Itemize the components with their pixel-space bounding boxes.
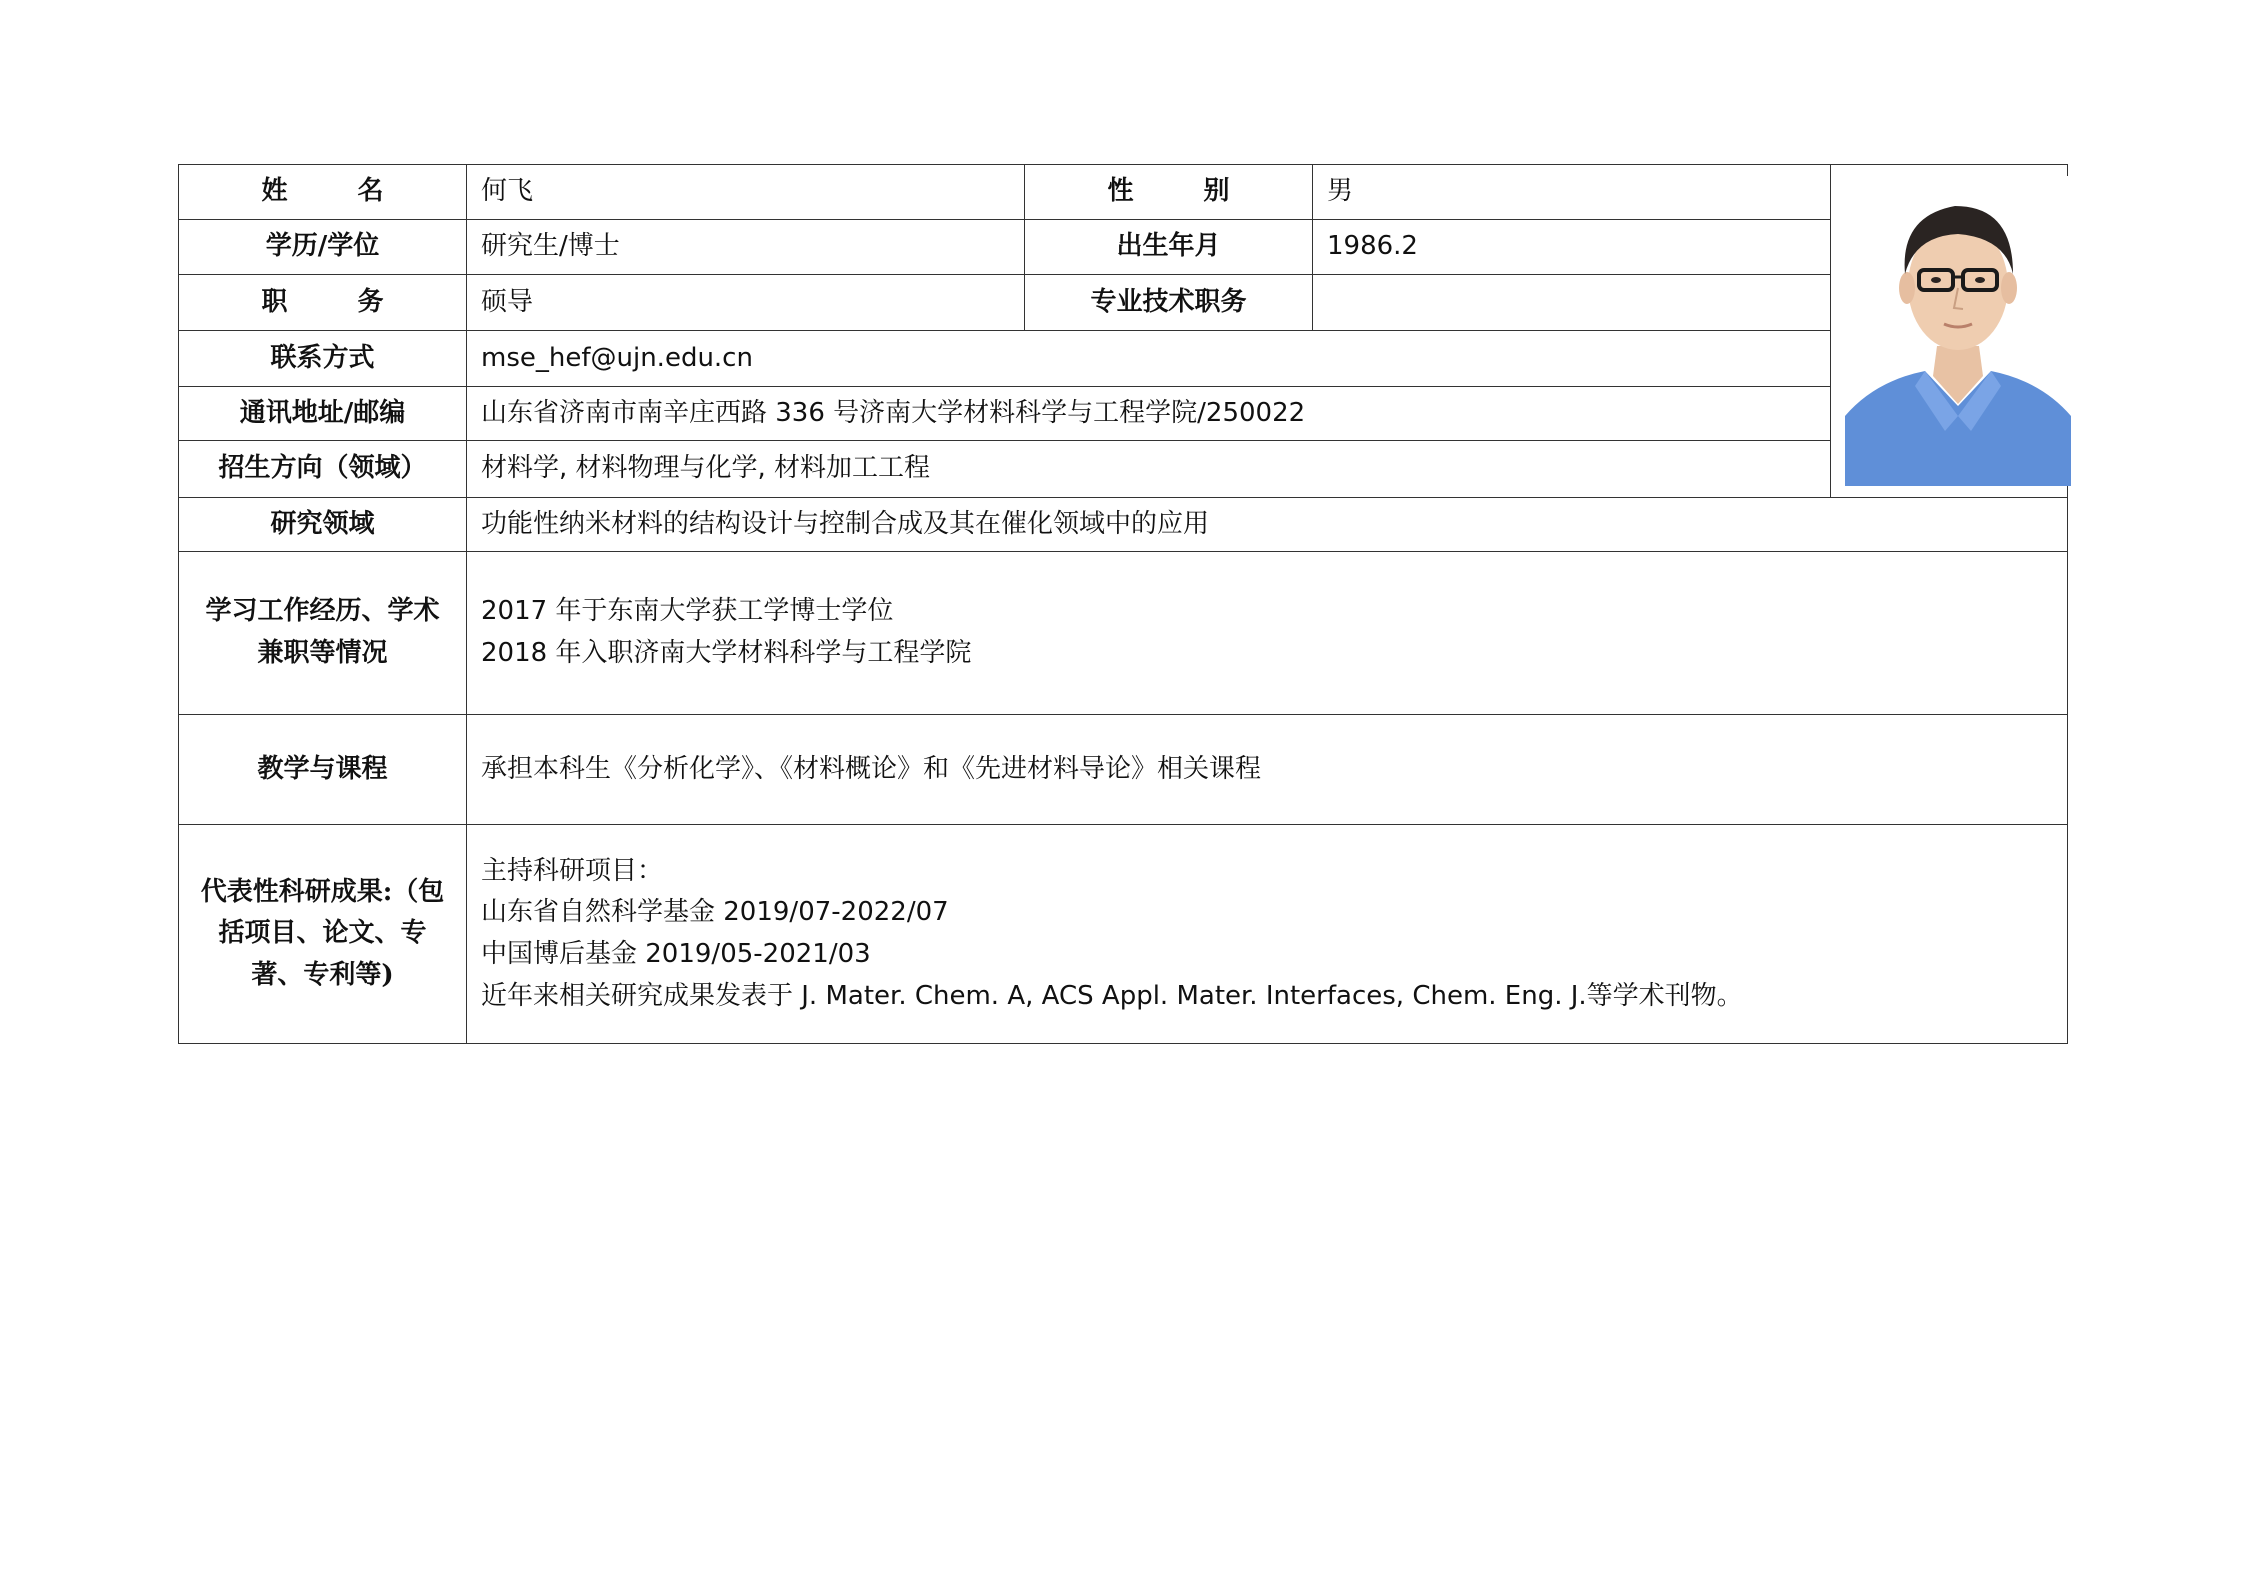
- label-tech-title: 专业技术职务: [1025, 275, 1313, 331]
- value-position: 硕导: [467, 275, 1025, 331]
- value-experience: [467, 552, 2068, 715]
- achievement-line: 主持科研项目：: [481, 855, 664, 886]
- achievement-line: 山东省自然科学基金 2019/07-2022/07: [481, 897, 949, 928]
- label-experience: 学习工作经历、学术兼职等情况: [179, 552, 467, 715]
- photo-cell: [1831, 165, 2068, 498]
- row-teaching: [179, 715, 2068, 825]
- row-position: [179, 275, 2068, 331]
- value-birth: 1986.2: [1313, 220, 1831, 275]
- label-position: 职 务: [179, 275, 467, 331]
- row-education: [179, 220, 2068, 275]
- label-birth: 出生年月: [1025, 220, 1313, 275]
- value-gender: 男: [1313, 165, 1831, 220]
- value-address: 山东省济南市南辛庄西路 336 号济南大学材料科学与工程学院/250022: [467, 387, 1831, 441]
- value-enrollment: 材料学, 材料物理与化学, 材料加工工程: [467, 441, 1831, 498]
- value-achievements: [467, 825, 2068, 1044]
- label-education: 学历/学位: [179, 220, 467, 275]
- label-enrollment: 招生方向（领域）: [179, 441, 467, 498]
- row-contact: [179, 331, 2068, 387]
- label-teaching: 教学与课程: [179, 715, 467, 825]
- row-experience: [179, 552, 2068, 715]
- value-education: 研究生/博士: [467, 220, 1025, 275]
- value-tech-title: [1313, 275, 1831, 331]
- value-teaching: 承担本科生《分析化学》、《材料概论》和《先进材料导论》相关课程: [467, 715, 2068, 825]
- achievement-line: 近年来相关研究成果发表于 J. Mater. Chem. A, ACS Appl. Mater. Interfaces, Chem. Eng. J.等学术刊物。: [481, 980, 1743, 1011]
- row-achievements: [179, 825, 2068, 1044]
- value-name: 何飞: [467, 165, 1025, 220]
- row-enrollment: [179, 441, 2068, 498]
- experience-line: 2018 年入职济南大学材料科学与工程学院: [481, 638, 972, 668]
- label-gender: 性 别: [1025, 165, 1313, 220]
- label-address: 通讯地址/邮编: [179, 387, 467, 441]
- value-research: 功能性纳米材料的结构设计与控制合成及其在催化领域中的应用: [467, 498, 2068, 552]
- profile-table: [178, 164, 2068, 1044]
- label-achievements: 代表性科研成果:（包括项目、论文、专著、专利等): [179, 825, 467, 1044]
- value-contact: mse_hef@ujn.edu.cn: [467, 331, 1831, 387]
- label-research: 研究领域: [179, 498, 467, 552]
- row-address: [179, 387, 2068, 441]
- label-contact: 联系方式: [179, 331, 467, 387]
- achievement-line: 中国博后基金 2019/05-2021/03: [481, 939, 871, 969]
- portrait-photo: [1845, 176, 2071, 486]
- row-research: [179, 498, 2068, 552]
- experience-line: 2017 年于东南大学获工学博士学位: [481, 596, 894, 627]
- label-name: 姓 名: [179, 165, 467, 220]
- row-name: [179, 165, 2068, 220]
